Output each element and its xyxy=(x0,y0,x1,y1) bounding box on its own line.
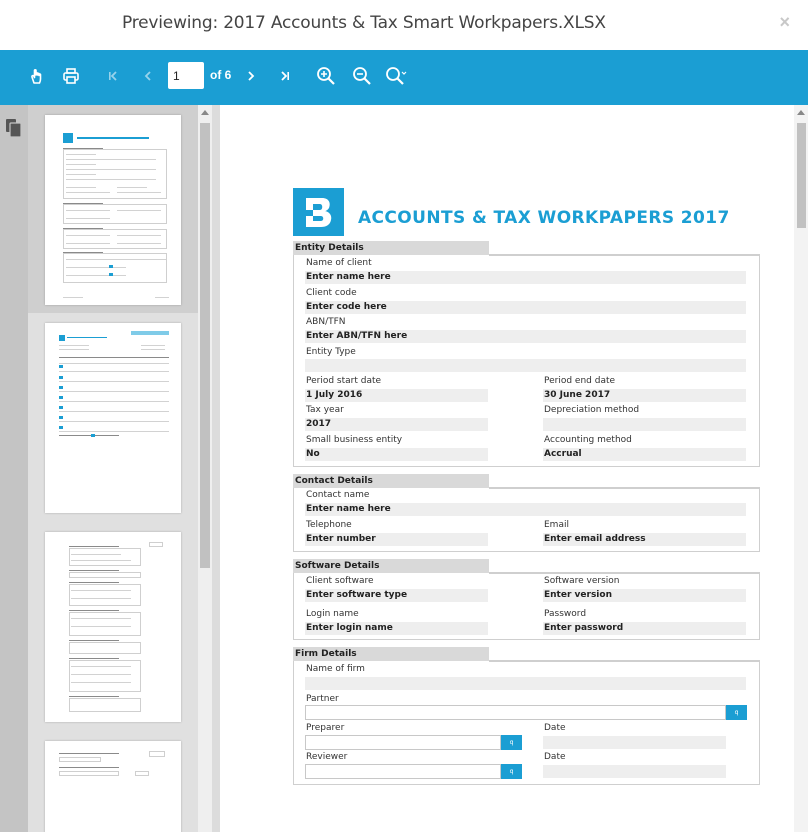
page-number-input[interactable] xyxy=(168,62,204,89)
login-name-field[interactable]: Enter login name xyxy=(305,622,488,635)
zoom-out-icon[interactable] xyxy=(349,63,375,89)
depreciation-method-label: Depreciation method xyxy=(544,405,640,415)
telephone-field[interactable]: Enter number xyxy=(305,533,488,546)
page-thumbnail-2[interactable] xyxy=(45,323,181,513)
abn-tfn-label: ABN/TFN xyxy=(306,317,346,327)
preparer-date-field[interactable] xyxy=(543,736,726,749)
software-version-label: Software version xyxy=(544,576,620,586)
period-end-field[interactable]: 30 June 2017 xyxy=(543,389,746,402)
client-software-label: Client software xyxy=(306,576,374,586)
panel-divider[interactable] xyxy=(212,105,220,832)
sidebar-toggle-strip xyxy=(0,105,28,832)
small-business-label: Small business entity xyxy=(306,435,403,445)
prev-page-icon[interactable] xyxy=(135,63,161,89)
partner-label: Partner xyxy=(306,694,339,704)
firm-details-heading: Firm Details xyxy=(293,647,489,661)
thumbnail-scroll-thumb[interactable] xyxy=(200,123,210,568)
page-thumbnail-3[interactable] xyxy=(45,532,181,722)
entity-type-field[interactable] xyxy=(305,359,746,372)
tax-year-field[interactable]: 2017 xyxy=(305,418,488,431)
email-field[interactable]: Enter email address xyxy=(543,533,746,546)
reviewer-label: Reviewer xyxy=(306,752,348,762)
section-top-rule xyxy=(489,254,760,255)
page-count-label: of 6 xyxy=(210,68,232,82)
depreciation-method-field[interactable] xyxy=(543,418,746,431)
accounting-method-label: Accounting method xyxy=(544,435,632,445)
client-software-field[interactable]: Enter software type xyxy=(305,589,488,602)
software-details-heading: Software Details xyxy=(293,559,489,573)
partner-field[interactable] xyxy=(305,705,726,720)
zoom-options-icon[interactable] xyxy=(383,63,409,89)
period-start-field[interactable]: 1 July 2016 xyxy=(305,389,488,402)
reviewer-date-label: Date xyxy=(544,752,566,762)
email-label: Email xyxy=(544,520,569,530)
client-code-label: Client code xyxy=(306,288,357,298)
scroll-up-icon[interactable] xyxy=(201,110,209,115)
preparer-field[interactable] xyxy=(305,735,501,750)
reviewer-date-field[interactable] xyxy=(543,765,726,778)
thumbnail-panel xyxy=(28,105,198,832)
page-thumbnail-4[interactable] xyxy=(45,741,181,832)
contact-name-label: Contact name xyxy=(306,490,370,500)
period-end-label: Period end date xyxy=(544,376,616,386)
contact-name-field[interactable]: Enter name here xyxy=(305,503,746,516)
document-page xyxy=(220,105,794,832)
preparer-lookup-button[interactable]: q xyxy=(501,735,522,750)
thumbnail-scrollbar[interactable] xyxy=(198,105,212,832)
login-name-label: Login name xyxy=(306,609,359,619)
print-icon[interactable] xyxy=(58,63,84,89)
next-page-icon[interactable] xyxy=(238,63,264,89)
last-page-icon[interactable] xyxy=(272,63,298,89)
client-code-field[interactable]: Enter code here xyxy=(305,301,746,314)
period-start-label: Period start date xyxy=(306,376,382,386)
pan-icon[interactable] xyxy=(24,63,50,89)
telephone-label: Telephone xyxy=(306,520,352,530)
close-icon[interactable]: × xyxy=(779,12,790,32)
reviewer-lookup-button[interactable]: q xyxy=(501,764,522,779)
entity-type-label: Entity Type xyxy=(306,347,356,357)
document-scroll-thumb[interactable] xyxy=(797,123,806,228)
scroll-up-icon[interactable] xyxy=(797,110,805,115)
preparer-label: Preparer xyxy=(306,723,345,733)
first-page-icon[interactable] xyxy=(100,63,126,89)
thumb-logo-icon xyxy=(63,133,73,143)
password-field[interactable]: Enter password xyxy=(543,622,746,635)
password-label: Password xyxy=(544,609,587,619)
abn-tfn-field[interactable]: Enter ABN/TFN here xyxy=(305,330,746,343)
firm-name-label: Name of firm xyxy=(306,664,365,674)
contact-details-heading: Contact Details xyxy=(293,474,489,488)
logo-icon xyxy=(293,188,344,236)
tax-year-label: Tax year xyxy=(306,405,344,415)
software-version-field[interactable]: Enter version xyxy=(543,589,746,602)
small-business-field[interactable]: No xyxy=(305,448,488,461)
viewer-toolbar xyxy=(0,50,808,105)
section-top-rule xyxy=(489,572,760,573)
thumb-logo-icon xyxy=(59,335,65,341)
accounting-method-field[interactable]: Accrual xyxy=(543,448,746,461)
name-of-client-field[interactable]: Enter name here xyxy=(305,271,746,284)
partner-lookup-button[interactable]: q xyxy=(726,705,747,720)
preview-title-bar xyxy=(0,0,808,50)
firm-name-field[interactable] xyxy=(305,677,746,690)
entity-details-heading: Entity Details xyxy=(293,241,489,255)
preparer-date-label: Date xyxy=(544,723,566,733)
window-title: Previewing: 2017 Accounts & Tax Smart Workpapers.XLSX xyxy=(122,13,606,33)
document-title: ACCOUNTS & TAX WORKPAPERS 2017 xyxy=(358,208,730,228)
document-scrollbar[interactable] xyxy=(794,105,808,832)
zoom-in-icon[interactable] xyxy=(313,63,339,89)
section-top-rule xyxy=(489,660,760,661)
thumbnails-toggle-icon[interactable] xyxy=(5,118,23,143)
page-thumbnail-1[interactable] xyxy=(45,115,181,305)
reviewer-field[interactable] xyxy=(305,764,501,779)
section-top-rule xyxy=(489,487,760,488)
name-of-client-label: Name of client xyxy=(306,258,372,268)
